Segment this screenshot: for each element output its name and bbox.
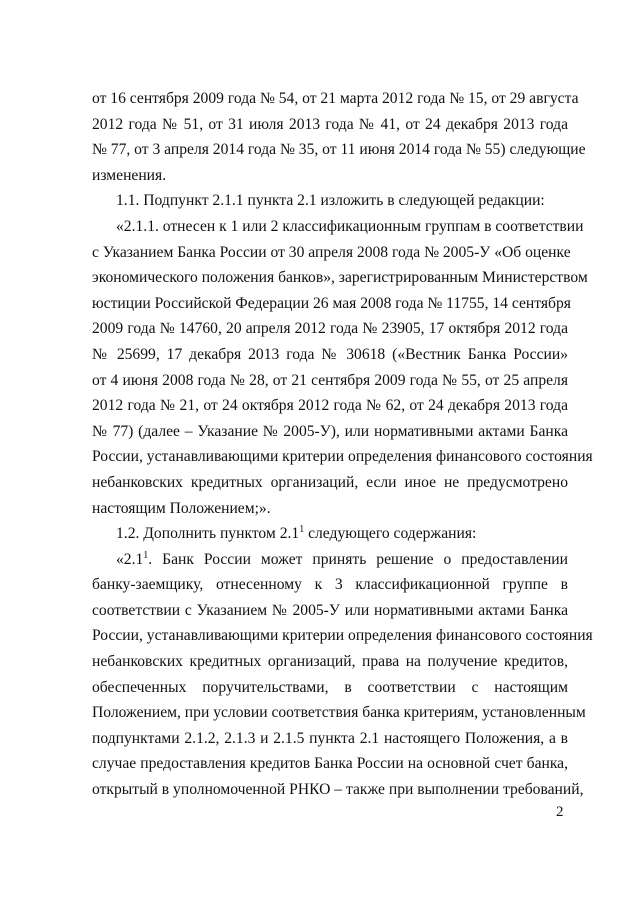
text-line: 1.1. Подпункт 2.1.1 пункта 2.1 изложить в следующей редакции:: [116, 192, 545, 210]
superscript: 1: [299, 523, 305, 535]
document-page: [92, 86, 593, 803]
text-line: небанковских кредитных организаций, если иное не предусмотрено: [92, 473, 568, 491]
text-line: подпунктами 2.1.2, 2.1.3 и 2.1.5 пункта 2.1 настоящего Положения, а в: [92, 729, 568, 747]
text-line: открытый в уполномоченной РНКО – также при выполнении требований,: [92, 781, 584, 799]
text-line: с Указанием Банка России от 30 апреля 2008 года № 2005-У «Об оценке: [92, 243, 571, 261]
text-line: № 25699, 17 декабря 2013 года № 30618 («Вестник Банка России»: [92, 345, 568, 363]
text-line: [92, 547, 568, 573]
text-line: 2012 года № 21, от 24 октября 2012 года № 62, от 24 декабря 2013 года: [92, 397, 568, 415]
text-line: обеспеченных поручительствами, в соответствии с настоящим: [92, 678, 568, 696]
text-line: России, устанавливающими критерии определения финансового состояния: [92, 627, 593, 645]
text-line: соответствии с Указанием № 2005-У или нормативными актами Банка: [92, 601, 568, 619]
text-fragment: 1.2. Дополнить пунктом 2.1: [116, 525, 300, 543]
text-line: изменения.: [92, 166, 167, 184]
superscript: 1: [143, 549, 149, 561]
text-line: № 77) (далее – Указание № 2005-У), или нормативными актами Банка: [92, 422, 568, 440]
text-fragment: . Банк России может принять решение о предоставлении: [148, 550, 568, 568]
text-fragment: следующего содержания:: [304, 525, 477, 543]
text-line: от 4 июня 2008 года № 28, от 21 сентября 2009 года № 55, от 25 апреля: [92, 371, 568, 389]
text-line: небанковских кредитных организаций, права на получение кредитов,: [92, 653, 568, 671]
text-line: России, устанавливающими критерии определения финансового состояния: [92, 448, 593, 466]
text-line: Положением, при условии соответствия банка критериям, установленным: [92, 704, 586, 722]
text-line: экономического положения банков», зарегистрированным Министерством: [92, 269, 588, 287]
text-line: настоящим Положением;».: [92, 499, 271, 517]
text-line: [92, 521, 568, 547]
page-number: 2: [556, 804, 564, 820]
text-line: юстиции Российской Федерации 26 мая 2008 года № 11755, 14 сентября: [92, 294, 571, 312]
text-line: от 16 сентября 2009 года № 54, от 21 марта 2012 года № 15, от 29 августа: [92, 90, 579, 107]
text-line: 2009 года № 14760, 20 апреля 2012 года № 23905, 17 октября 2012 года: [92, 320, 568, 338]
paragraph-amendment-list: [92, 86, 586, 188]
paragraph-1-1: [92, 188, 568, 214]
text-line: случае предоставления кредитов Банка России на основной счет банка,: [92, 755, 568, 773]
paragraph-2-1-1-text: [92, 214, 593, 521]
text-line: банку-заемщику, отнесенному к 3 классификационной группе в: [92, 576, 568, 594]
text-line: № 77, от 3 апреля 2014 года № 35, от 11 июня 2014 года № 55) следующие: [92, 141, 586, 159]
text-fragment: «2.1: [116, 550, 144, 568]
text-line: «2.1.1. отнесен к 1 или 2 классификационным группам в соответствии: [116, 217, 584, 235]
paragraph-1-2: [92, 521, 568, 547]
text-line: 2012 года № 51, от 31 июля 2013 года № 41, от 24 декабря 2013 года: [92, 115, 568, 133]
paragraph-2-1-1-new: [92, 547, 593, 803]
